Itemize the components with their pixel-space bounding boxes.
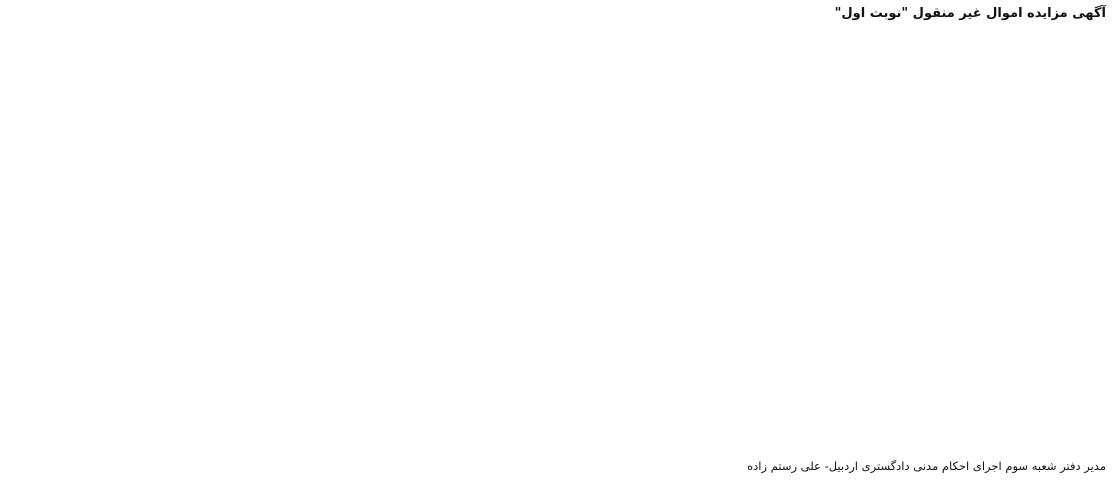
notice-title: آگهی مزایده اموال غیر منقول "نوبت اول" (834, 6, 1106, 21)
execution-request-paragraph (14, 28, 1106, 114)
property-specifications-paragraph (14, 118, 1106, 256)
signature-line: مدیر دفتر شعبه سوم اجرای احکام مدنی دادگستری اردبیل- علی رستم زاده (747, 458, 1106, 473)
auction-session-paragraph (14, 264, 1106, 368)
